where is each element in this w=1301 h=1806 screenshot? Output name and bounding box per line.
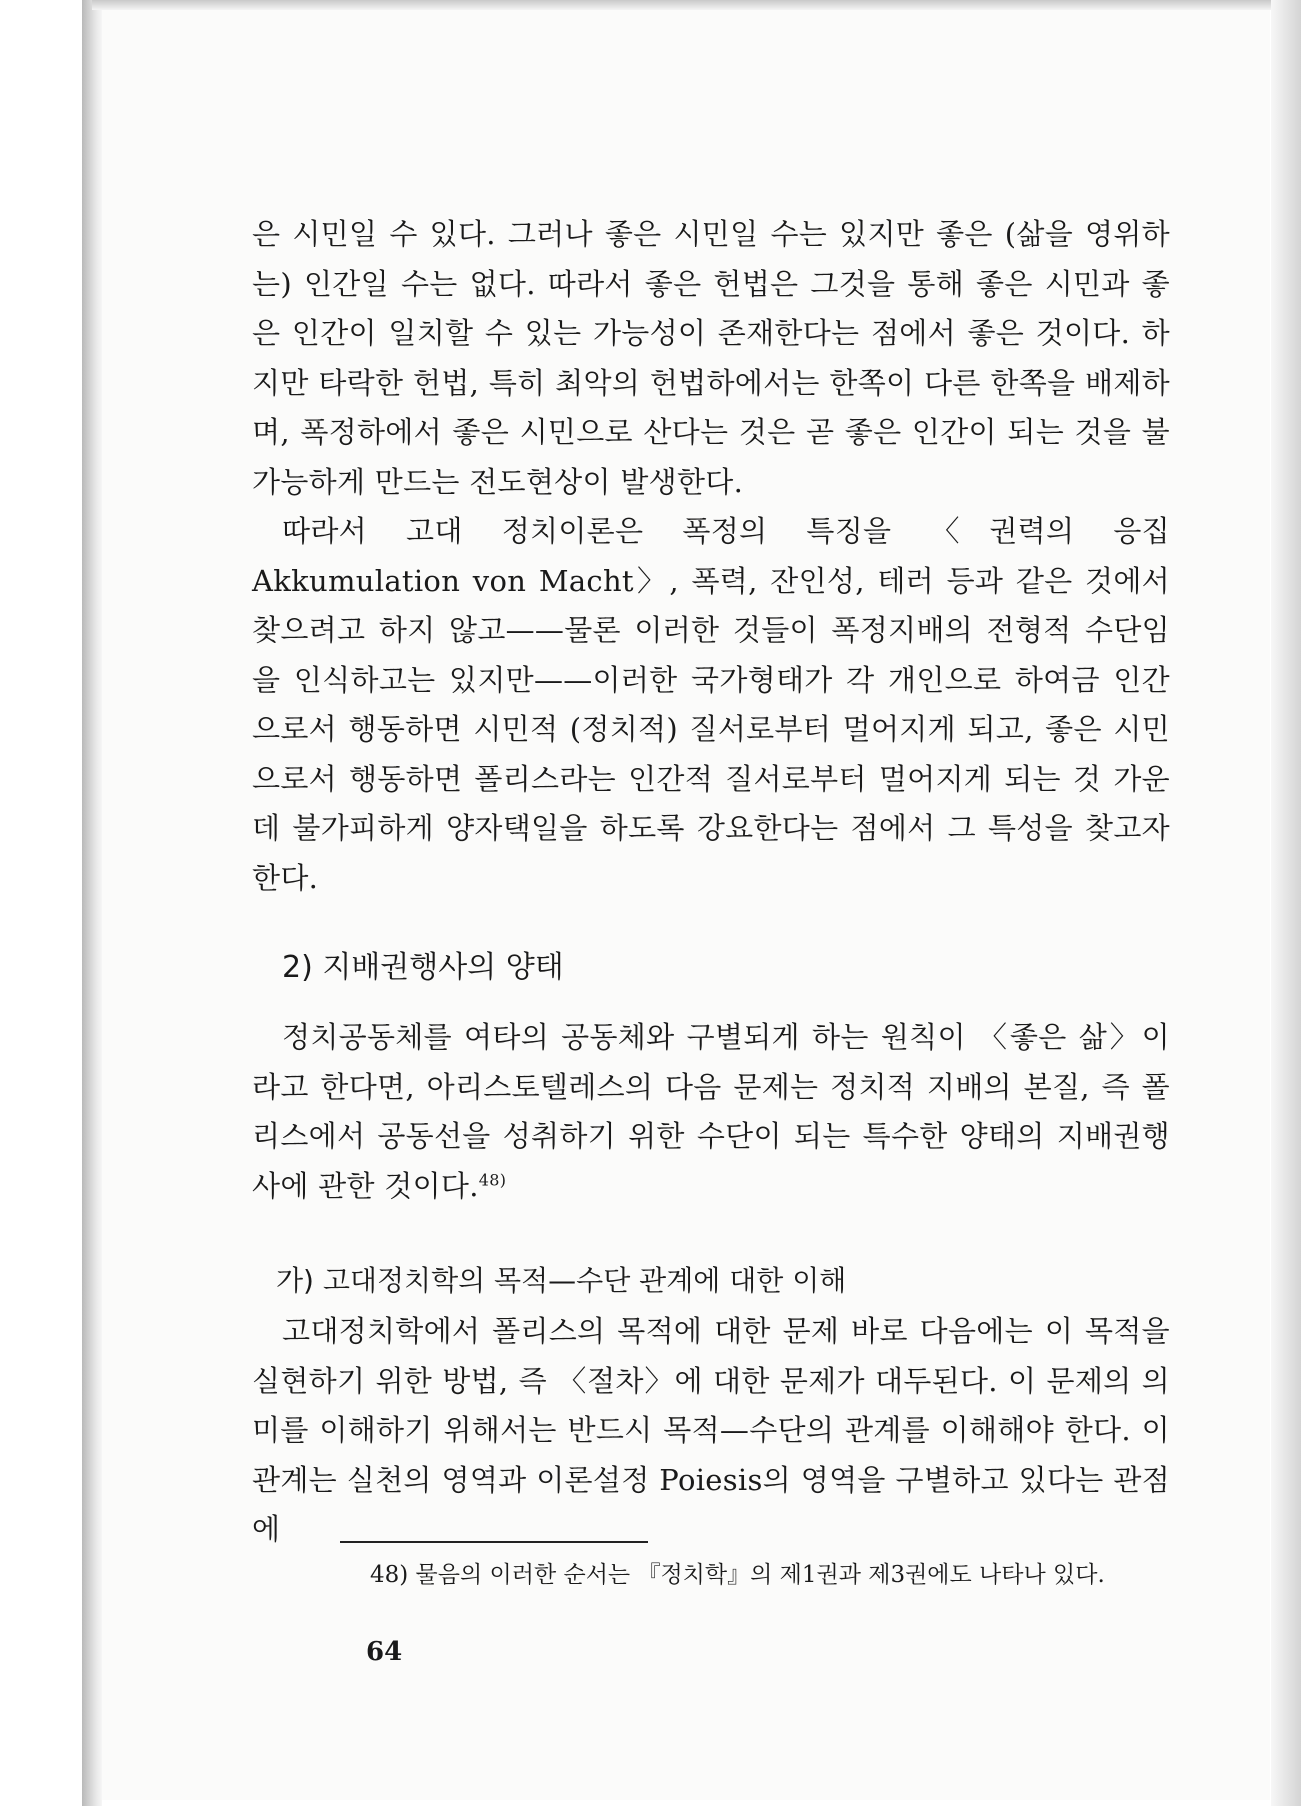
book-page <box>102 10 1270 1800</box>
subsection-heading: 가) 고대정치학의 목적—수단 관계에 대한 이해 <box>276 1264 847 1297</box>
page-body <box>252 210 1170 1555</box>
section-heading: 2) 지배권행사의 양태 <box>282 950 564 985</box>
page-number: 64 <box>366 1637 403 1667</box>
body-paragraph-1: 은 시민일 수 있다. 그러나 좋은 시민일 수는 있지만 좋은 (삶을 영위하는) 인간일 수는 없다. 따라서 좋은 헌법은 그것을 통해 좋은 시민과 좋은 인간이 일치할 수 있는 가능성이 존재한다는 점에서 좋은 것이다. 하지만 타락한 헌법, 특히 최악의 헌법하에서는 한쪽이 다른 한쪽을 배제하며, 폭정하에서 좋은 시민으로 산다는 것은 곧 좋은 인간이 되는 것을 불가능하게 만드는 전도현상이 발생한다. <box>252 217 1170 499</box>
page-shadow <box>1271 0 1301 1806</box>
section-paragraph-text: 정치공동체를 여타의 공동체와 구별되게 하는 원칙이 〈좋은 삶〉이라고 한다면, 아리스토텔레스의 다음 문제는 정치적 지배의 본질, 즉 폴리스에서 공동선을 성취하기 위한 수단이 되는 특수한 양태의 지배권행사에 관한 것이다. <box>252 1020 1170 1203</box>
book-page-top-edge <box>92 0 1272 10</box>
section-paragraph <box>252 1013 1170 1211</box>
footnote-divider <box>340 1541 648 1543</box>
body-paragraph-2: 따라서 고대 정치이론은 폭정의 특징을 〈권력의 응집 Akkumulation von Macht〉, 폭력, 잔인성, 테러 등과 같은 것에서 찾으려고 하지 않고——물론 이러한 것들이 폭정지배의 전형적 수단임을 인식하고는 있지만——이러한 국가형태가 각 개인으로 하여금 인간으로서 행동하면 시민적 (정치적) 질서로부터 멀어지게 되고, 좋은 시민으로서 행동하면 폴리스라는 인간적 질서로부터 멀어지게 되는 것 가운데 불가피하게 양자택일을 하도록 강요한다는 점에서 그 특성을 찾고자 한다. <box>252 514 1170 895</box>
book-page-edge <box>82 0 102 1806</box>
subsection-paragraph: 고대정치학에서 폴리스의 목적에 대한 문제 바로 다음에는 이 목적을 실현하기 위한 방법, 즉 〈절차〉에 대한 문제가 대두된다. 이 문제의 의미를 이해하기 위해서는 반드시 목적—수단의 관계를 이해해야 한다. 이 관계는 실천의 영역과 이론설정 Poiesis의 영역을 구별하고 있다는 관점에 <box>252 1314 1170 1546</box>
footnote-reference: 48) <box>478 1169 507 1189</box>
footnote: 48) 물음의 이러한 순서는 『정치학』의 제1권과 제3권에도 나타나 있다. <box>370 1562 1105 1588</box>
